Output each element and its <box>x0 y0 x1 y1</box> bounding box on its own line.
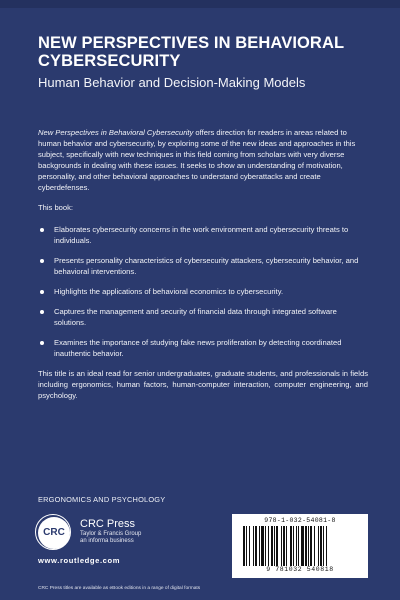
list-item-text: Elaborates cybersecurity concerns in the work environment and cybersecurity threats to individuals. <box>54 225 349 245</box>
barcode-bar <box>326 526 327 566</box>
publisher-group: Taylor & Francis Group <box>80 531 142 537</box>
barcode-bar <box>286 526 287 566</box>
blurb <box>38 127 368 401</box>
barcode-bar <box>320 526 322 566</box>
series-name: ERGONOMICS AND PSYCHOLOGY <box>38 495 166 504</box>
barcode-bar <box>314 526 315 566</box>
list-item-text: Examines the importance of studying fake news proliferation by detecting coordinated inauthentic behavior. <box>54 338 342 358</box>
barcode-bar <box>318 526 319 566</box>
barcode-bar <box>301 526 304 566</box>
book-subtitle: Human Behavior and Decision-Making Models <box>38 75 306 90</box>
barcode-bar <box>265 526 266 566</box>
bullet-icon <box>40 290 44 294</box>
list-item-text: Presents personality characteristics of cybersecurity attackers, cybersecurity behavior, and behavioral interventions. <box>54 256 359 276</box>
intro-book-title: New Perspectives in Behavioral Cybersecurity <box>38 128 194 137</box>
barcode-bar <box>255 526 257 566</box>
list-item <box>38 255 368 277</box>
top-edge <box>0 0 400 8</box>
barcode-bar <box>298 526 299 566</box>
bullet-icon <box>40 228 44 232</box>
barcode-bar <box>246 526 247 566</box>
publisher-name: CRC Press <box>80 518 136 530</box>
publisher-logo <box>38 517 198 567</box>
barcode-bar <box>305 526 307 566</box>
barcode-bar <box>323 526 324 566</box>
barcode-bar <box>283 526 285 566</box>
closing-paragraph: This title is an ideal read for senior undergraduates, graduate students, and professionals in fields including ergonomics, human factors, human-computer interaction, computer engineering, and psychology. <box>38 369 368 400</box>
intro-text: offers direction for readers in areas related to human behavior and cybersecurity, by exploring some of the new ideas and approaches in this subject, specifically with new techniques in this field coming from scholars with very diverse backgrounds in dealing with these issues. It seeks to show an understanding of motivation, personality, and other behavioral approaches to understand cyberattacks and create cyberdefenses. <box>38 128 356 192</box>
bullet-icon <box>40 310 44 314</box>
isbn-top-text: 978-1-032-54081-8 <box>264 517 336 524</box>
list-item-text: Highlights the applications of behavioral economics to cybersecurity. <box>54 287 284 296</box>
crc-logo-icon: CRC <box>38 517 70 549</box>
this-book-label: This book: <box>38 203 74 212</box>
isbn-bottom-text: 9 781032 540818 <box>266 566 334 573</box>
bullet-icon <box>40 341 44 345</box>
barcode-bar <box>290 526 292 566</box>
intro-paragraph <box>38 127 368 193</box>
publisher-website[interactable]: www.routledge.com <box>38 556 121 565</box>
barcode-bar <box>261 526 264 566</box>
list-item <box>38 286 368 297</box>
barcode-bar <box>308 526 309 566</box>
barcode-bar <box>276 526 278 566</box>
ebook-note: CRC Press titles are available as eBook editions in a range of digital formats <box>38 586 201 591</box>
barcode-bar <box>281 526 282 566</box>
bullet-icon <box>40 259 44 263</box>
barcode-bar <box>274 526 275 566</box>
feature-list <box>38 224 368 359</box>
barcode-bar <box>310 526 312 566</box>
barcode-bar <box>293 526 294 566</box>
barcode-bar <box>259 526 260 566</box>
barcode-bar <box>296 526 297 566</box>
isbn-barcode <box>232 514 368 578</box>
barcode-icon <box>242 526 358 566</box>
barcode-bar <box>249 526 250 566</box>
publisher-tagline: an informa business <box>80 538 134 544</box>
list-item-text: Captures the management and security of financial data through integrated software solutions. <box>54 307 337 327</box>
book-title: NEW PERSPECTIVES IN BEHAVIORAL CYBERSECURITY <box>38 34 344 70</box>
barcode-bar <box>253 526 254 566</box>
list-item <box>38 224 368 246</box>
list-item <box>38 337 368 359</box>
barcode-bar <box>268 526 269 566</box>
list-item <box>38 306 368 328</box>
barcode-bar <box>271 526 273 566</box>
barcode-bar <box>243 526 245 566</box>
